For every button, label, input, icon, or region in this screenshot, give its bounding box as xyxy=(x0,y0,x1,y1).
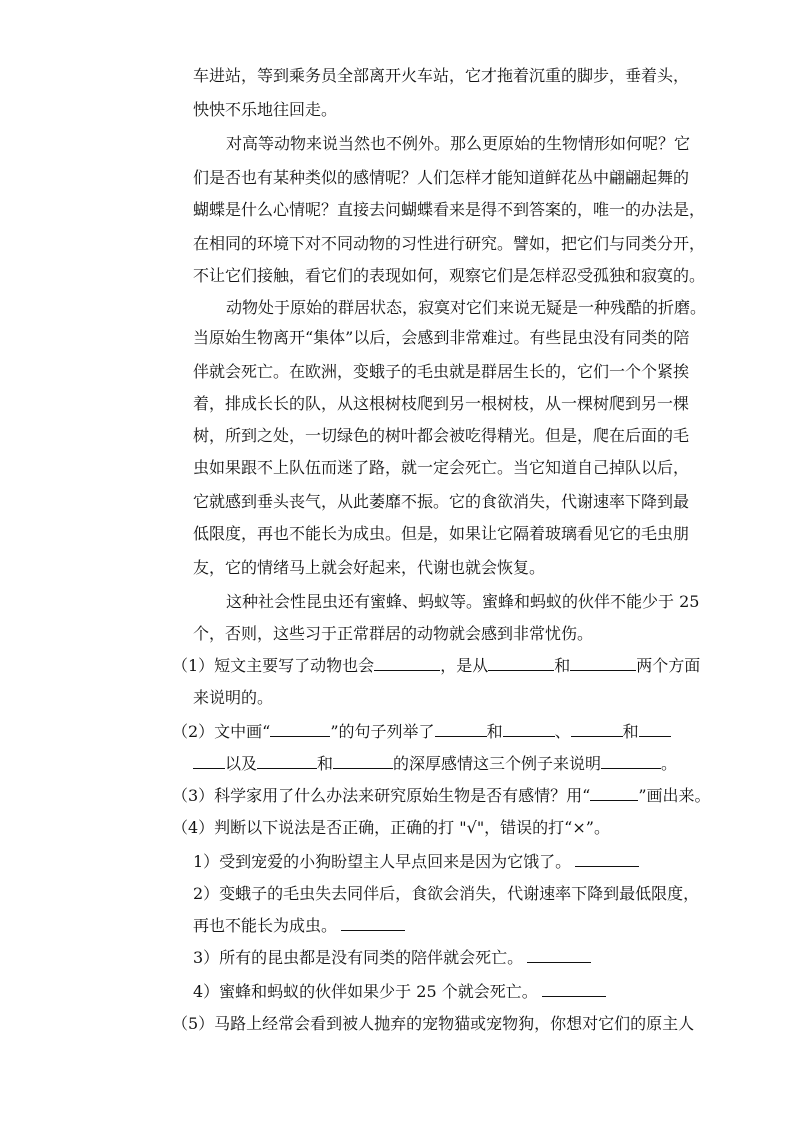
passage-line: 蝴蝶是什么心情呢？直接去问蝴蝶看来是得不到答案的，唯一的办法是， xyxy=(193,200,706,219)
passage-line: 怏怏不乐地往回走。 xyxy=(193,100,338,119)
question-text: 和 xyxy=(622,722,639,741)
question-1 xyxy=(172,654,700,678)
question-text: 以及 xyxy=(225,754,258,773)
passage-line: 当原始生物离开“集体”以后，会感到非常难过。有些昆虫没有同类的陪 xyxy=(193,328,690,347)
question-text: 和 xyxy=(486,722,503,741)
question-2-cont xyxy=(193,752,677,776)
passage-line: 友，它的情绪马上就会好起来，代谢也就会恢复。 xyxy=(193,558,546,577)
question-text: （2）文中画“ xyxy=(172,722,271,741)
passage-line: 车进站，等到乘务员全部离开火车站，它才拖着沉重的脚步，垂着头， xyxy=(193,66,690,85)
question-4: （4）判断以下说法是否正确，正确的打 "√"，错误的打“×”。 xyxy=(172,818,610,837)
passage-line: 着，排成长长的队，从这根树枝爬到另一根树枝，从一棵树爬到另一棵 xyxy=(193,394,690,413)
answer-blank[interactable] xyxy=(435,722,487,737)
passage-line: 这种社会性昆虫还有蜜蜂、蚂蚁等。蜜蜂和蚂蚁的伙伴不能少于 25 xyxy=(226,592,700,611)
question-text: ，是从 xyxy=(440,656,489,675)
question-text: ”画出来。 xyxy=(638,786,711,805)
question-3 xyxy=(172,784,711,808)
passage-line: 树，所到之处，一切绿色的树叶都会被吃得精光。但是，爬在后面的毛 xyxy=(193,426,690,445)
passage-line: 伴就会死亡。在欧洲，变蛾子的毛虫就是群居生长的，它们一个个紧挨 xyxy=(193,362,690,381)
question-5: （5）马路上经常会看到被人抛弃的宠物猫或宠物狗，你想对它们的原主人 xyxy=(172,1014,695,1033)
question-4-item-4 xyxy=(193,980,606,1004)
answer-blank[interactable] xyxy=(590,786,638,801)
answer-blank[interactable] xyxy=(575,852,639,867)
answer-blank[interactable] xyxy=(503,722,555,737)
answer-blank[interactable] xyxy=(570,656,636,671)
question-4-item-2: 2）变蛾子的毛虫失去同伴后，食欲会消失，代谢速率下降到最低限度， xyxy=(193,884,700,903)
question-text: 再也不能长为成虫。 xyxy=(193,916,338,935)
passage-line: 对高等动物来说当然也不例外。那么更原始的生物情形如何呢？它 xyxy=(226,134,691,153)
question-text: 的深厚感情这三个例子来说明 xyxy=(393,754,602,773)
question-4-item-1 xyxy=(193,850,639,874)
question-text: 、 xyxy=(554,722,571,741)
passage-line: 们是否也有某种类似的感情呢？人们怎样才能知道鲜花丛中翩翩起舞的 xyxy=(193,168,690,187)
passage-line: 在相同的环境下对不同动物的习性进行研究。譬如，把它们与同类分开， xyxy=(193,234,706,253)
question-text: （3）科学家用了什么办法来研究原始生物是否有感情？用“ xyxy=(172,786,591,805)
answer-blank[interactable] xyxy=(374,656,440,671)
question-2 xyxy=(172,720,671,744)
answer-blank[interactable] xyxy=(333,754,393,769)
question-text: 1）受到宠爱的小狗盼望主人早点回来是因为它饿了。 xyxy=(193,852,572,871)
question-text: 4）蜜蜂和蚂蚁的伙伴如果少于 25 个就会死亡。 xyxy=(193,982,538,1001)
passage-line: 它就感到垂头丧气，从此萎靡不振。它的食欲消失，代谢速率下降到最 xyxy=(193,492,690,511)
question-4-item-2-cont xyxy=(193,914,405,938)
passage-line: 个，否则，这些习于正常群居的动物就会感到非常忧伤。 xyxy=(193,624,594,643)
answer-blank[interactable] xyxy=(527,948,591,963)
answer-blank[interactable] xyxy=(341,916,405,931)
question-text: 3）所有的昆虫都是没有同类的陪伴就会死亡。 xyxy=(193,948,524,967)
question-4-item-3 xyxy=(193,946,591,970)
answer-blank[interactable] xyxy=(193,754,225,769)
answer-blank[interactable] xyxy=(639,722,671,737)
answer-blank[interactable] xyxy=(601,754,661,769)
passage-line: 虫如果跟不上队伍而迷了路，就一定会死亡。当它知道自己掉队以后， xyxy=(193,458,690,477)
question-text: ”的句子列举了 xyxy=(330,722,435,741)
passage-line: 不让它们接触，看它们的表现如何，观察它们是怎样忍受孤独和寂寞的。 xyxy=(193,266,706,285)
passage-line: 低限度，再也不能长为成虫。但是，如果让它隔着玻璃看见它的毛虫朋 xyxy=(193,524,690,543)
answer-blank[interactable] xyxy=(571,722,623,737)
question-text: 和 xyxy=(317,754,334,773)
question-1-cont: 来说明的。 xyxy=(193,688,274,707)
question-text: 两个方面 xyxy=(636,656,701,675)
answer-blank[interactable] xyxy=(488,656,554,671)
passage-line: 动物处于原始的群居状态，寂寞对它们来说无疑是一种残酷的折磨。 xyxy=(226,298,707,317)
question-text: 。 xyxy=(661,754,678,773)
answer-blank[interactable] xyxy=(257,754,317,769)
answer-blank[interactable] xyxy=(542,982,606,997)
question-text: （1）短文主要写了动物也会 xyxy=(172,656,375,675)
question-text: 和 xyxy=(554,656,571,675)
answer-blank[interactable] xyxy=(270,722,330,737)
